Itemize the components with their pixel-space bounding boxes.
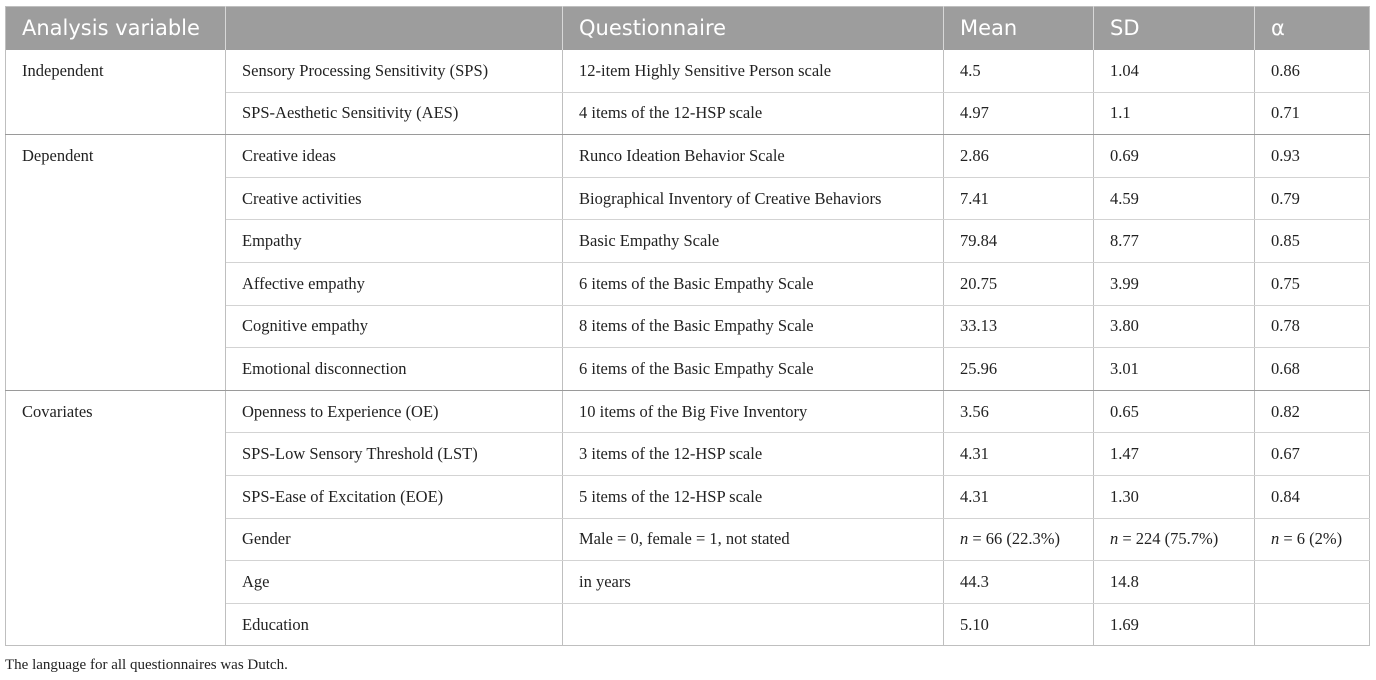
- header-alpha: α: [1255, 7, 1370, 50]
- variable-name: Sensory Processing Sensitivity (SPS): [226, 50, 563, 93]
- alpha-value: 0.68: [1255, 348, 1370, 391]
- questionnaire: [563, 603, 944, 646]
- mean-value: 7.41: [944, 177, 1094, 220]
- n-symbol: n: [1271, 529, 1280, 549]
- questionnaire: 4 items of the 12-HSP scale: [563, 92, 944, 135]
- mean-value: 4.31: [944, 433, 1094, 476]
- n-symbol: n: [960, 529, 969, 549]
- alpha-value: 0.82: [1255, 390, 1370, 433]
- table-row: [6, 390, 1370, 433]
- group-independent: Independent: [6, 50, 226, 135]
- header-sd: SD: [1094, 7, 1255, 50]
- variable-name: Education: [226, 603, 563, 646]
- mean-value: 33.13: [944, 305, 1094, 348]
- table-row: [6, 135, 1370, 178]
- alpha-value: [1255, 518, 1370, 561]
- questionnaire: 5 items of the 12-HSP scale: [563, 475, 944, 518]
- mean-value: [944, 518, 1094, 561]
- variable-name: Creative ideas: [226, 135, 563, 178]
- questionnaire: 8 items of the Basic Empathy Scale: [563, 305, 944, 348]
- variable-name: Emotional disconnection: [226, 348, 563, 391]
- variable-name: Gender: [226, 518, 563, 561]
- sd-value: 0.69: [1094, 135, 1255, 178]
- sd-value: 1.69: [1094, 603, 1255, 646]
- mean-value: 20.75: [944, 262, 1094, 305]
- variable-name: Affective empathy: [226, 262, 563, 305]
- mean-value: 79.84: [944, 220, 1094, 263]
- sd-value: 0.65: [1094, 390, 1255, 433]
- questionnaire: 3 items of the 12-HSP scale: [563, 433, 944, 476]
- variable-name: SPS-Low Sensory Threshold (LST): [226, 433, 563, 476]
- table-footnote: The language for all questionnaires was Dutch.: [5, 657, 288, 673]
- questionnaire: 6 items of the Basic Empathy Scale: [563, 262, 944, 305]
- header-analysis-variable: Analysis variable: [6, 7, 226, 50]
- variable-name: Creative activities: [226, 177, 563, 220]
- header-row: [6, 7, 1370, 50]
- variable-name: Age: [226, 561, 563, 604]
- sd-value: 1.1: [1094, 92, 1255, 135]
- alpha-value: 0.78: [1255, 305, 1370, 348]
- variable-name: Empathy: [226, 220, 563, 263]
- questionnaire: Runco Ideation Behavior Scale: [563, 135, 944, 178]
- mean-value: 5.10: [944, 603, 1094, 646]
- variable-name: Openness to Experience (OE): [226, 390, 563, 433]
- mean-value: 4.31: [944, 475, 1094, 518]
- sd-value: 1.47: [1094, 433, 1255, 476]
- alpha-value: 0.71: [1255, 92, 1370, 135]
- sd-value: 3.99: [1094, 262, 1255, 305]
- sd-value: 14.8: [1094, 561, 1255, 604]
- sd-value: 8.77: [1094, 220, 1255, 263]
- header-questionnaire: Questionnaire: [563, 7, 944, 50]
- data-table: [5, 6, 1370, 646]
- variable-name: Cognitive empathy: [226, 305, 563, 348]
- sd-value: 1.30: [1094, 475, 1255, 518]
- header-variable-name: [226, 7, 563, 50]
- variable-name: SPS-Ease of Excitation (EOE): [226, 475, 563, 518]
- alpha-value: 0.93: [1255, 135, 1370, 178]
- header-mean: Mean: [944, 7, 1094, 50]
- alpha-value: 0.84: [1255, 475, 1370, 518]
- alpha-value: 0.85: [1255, 220, 1370, 263]
- sd-value: 1.04: [1094, 50, 1255, 93]
- sd-value: [1094, 518, 1255, 561]
- questionnaire: Male = 0, female = 1, not stated: [563, 518, 944, 561]
- n-symbol: n: [1110, 529, 1119, 549]
- alpha-value: [1255, 603, 1370, 646]
- alpha-value: 0.79: [1255, 177, 1370, 220]
- alpha-value: 0.67: [1255, 433, 1370, 476]
- questionnaire: Biographical Inventory of Creative Behaviors: [563, 177, 944, 220]
- questionnaire: 10 items of the Big Five Inventory: [563, 390, 944, 433]
- variable-name: SPS-Aesthetic Sensitivity (AES): [226, 92, 563, 135]
- questionnaire: 12-item Highly Sensitive Person scale: [563, 50, 944, 93]
- mean-value: 3.56: [944, 390, 1094, 433]
- gender-female-count: = 224 (75.7%): [1122, 529, 1219, 549]
- questionnaire: Basic Empathy Scale: [563, 220, 944, 263]
- mean-value: 2.86: [944, 135, 1094, 178]
- table-row: [6, 50, 1370, 93]
- group-dependent: Dependent: [6, 135, 226, 391]
- questionnaire: 6 items of the Basic Empathy Scale: [563, 348, 944, 391]
- questionnaire: in years: [563, 561, 944, 604]
- alpha-value: 0.86: [1255, 50, 1370, 93]
- gender-not-stated-count: = 6 (2%): [1283, 529, 1343, 549]
- sd-value: 3.01: [1094, 348, 1255, 391]
- mean-value: 44.3: [944, 561, 1094, 604]
- alpha-value: 0.75: [1255, 262, 1370, 305]
- mean-value: 4.5: [944, 50, 1094, 93]
- mean-value: 4.97: [944, 92, 1094, 135]
- alpha-value: [1255, 561, 1370, 604]
- sd-value: 3.80: [1094, 305, 1255, 348]
- mean-value: 25.96: [944, 348, 1094, 391]
- sd-value: 4.59: [1094, 177, 1255, 220]
- group-covariates: Covariates: [6, 390, 226, 646]
- gender-male-count: = 66 (22.3%): [972, 529, 1061, 549]
